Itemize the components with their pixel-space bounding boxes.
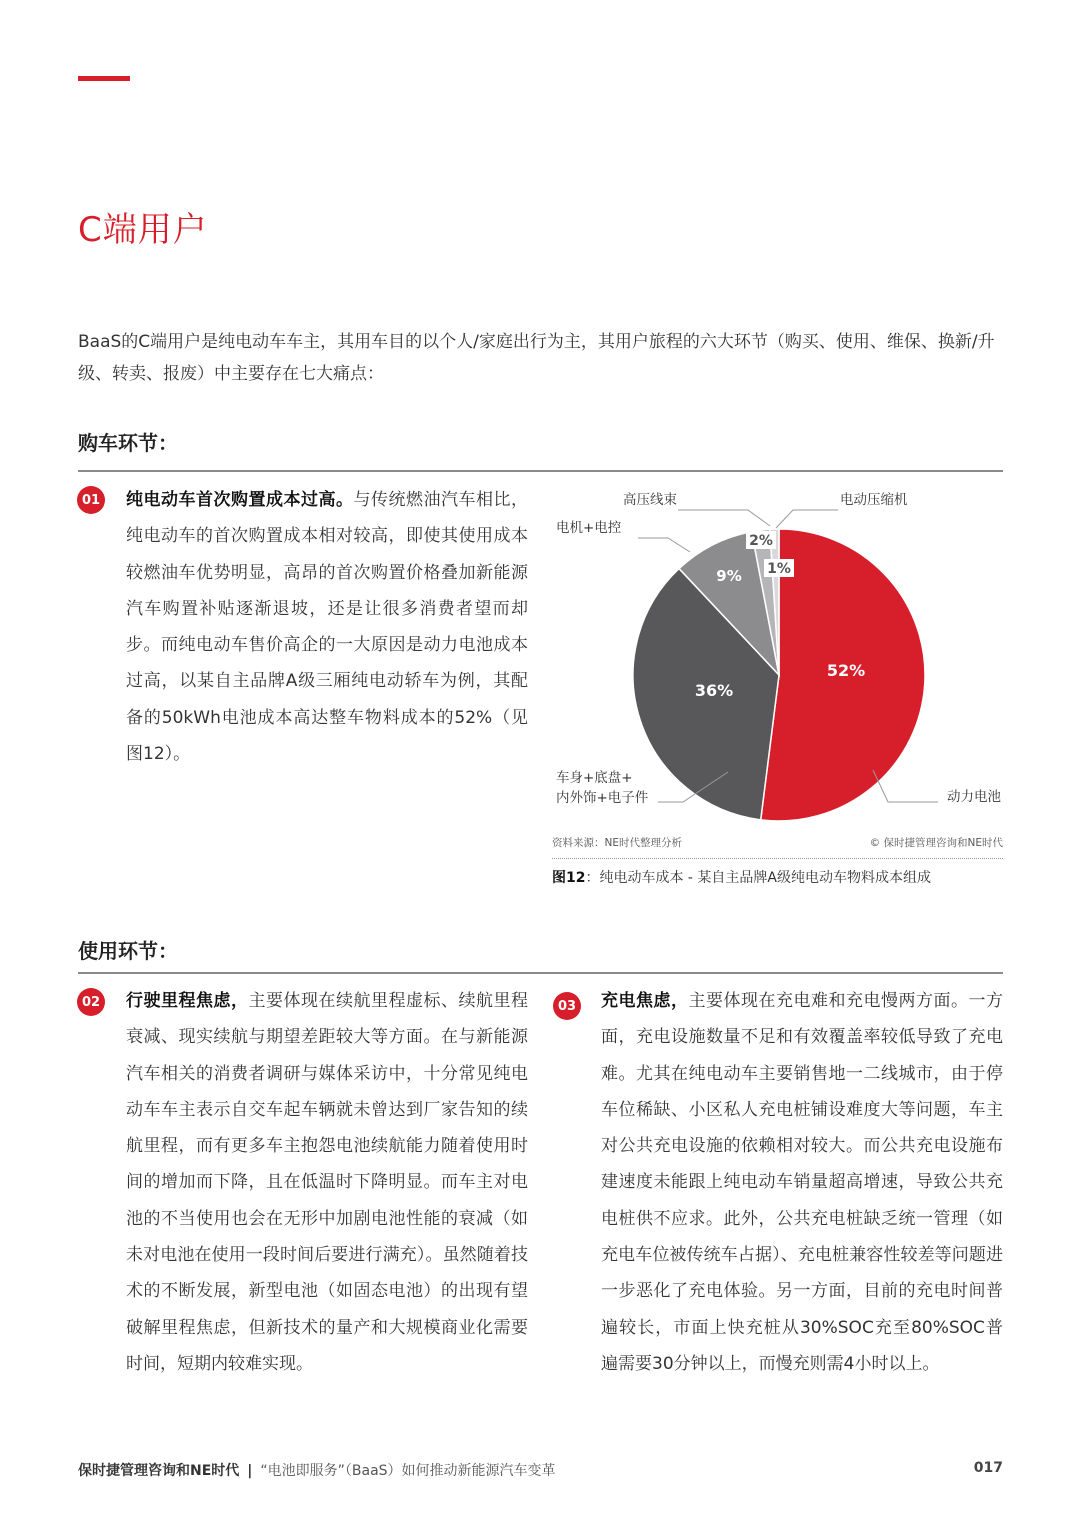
accent-bar	[78, 76, 130, 81]
figure-caption	[552, 867, 931, 887]
chart-copyright: © 保时捷管理咨询和NE时代	[869, 837, 1003, 849]
slice-value-label: 2%	[749, 533, 773, 549]
cost-pie-chart	[548, 480, 1008, 825]
item-number-badge: 01	[77, 486, 105, 514]
chart-source: 资料来源：NE时代整理分析	[552, 837, 682, 849]
intro-paragraph: BaaS的C端用户是纯电动车车主，其用车目的以个人/家庭出行为主，其用户旅程的六大环节（购买、使用、维保、换新/升级、转卖、报废）中主要存在七大痛点：	[78, 332, 995, 384]
item-03-title: 充电焦虑，	[601, 991, 689, 1011]
caption-divider	[552, 858, 1003, 859]
slice-value-label: 36%	[694, 681, 734, 700]
slice-value-label: 1%	[767, 561, 791, 577]
caption-label: 图12	[552, 870, 586, 886]
slice-name-label: 电动压缩机	[840, 492, 908, 508]
page-footer	[78, 1460, 556, 1480]
item-02-title: 行驶里程焦虑，	[126, 991, 249, 1011]
section-divider	[78, 470, 1003, 472]
section-heading-purchase: 购车环节：	[78, 431, 178, 455]
footer-title: “电池即服务”（BaaS）如何推动新能源汽车变革	[260, 1463, 556, 1479]
item-01-body: 与传统燃油汽车相比，纯电动车的首次购置成本相对较高，即使其使用成本较燃油车优势明显，高昂的首次购置价格叠加新能源汽车购置补贴逐渐退坡，还是让很多消费者望而却步。而纯电动车售价高企的一大原因是动力电池成本过高，以某自主品牌A级三厢纯电动轿车为例，其配备的50kWh电池成本高达整车物料成本的52%（见图12）。	[126, 490, 528, 765]
section-heading-usage: 使用环节：	[78, 939, 178, 963]
item-number-badge: 03	[553, 992, 581, 1020]
slice-value-label: 9%	[716, 567, 742, 585]
item-01-paragraph	[126, 482, 528, 772]
item-number-badge: 02	[77, 988, 105, 1016]
pie-chart-svg	[548, 480, 1008, 825]
slice-name-label: 电机+电控	[556, 520, 622, 536]
item-02-paragraph	[126, 983, 528, 1382]
page-title: C端用户	[78, 210, 208, 250]
slice-value-label: 52%	[826, 661, 866, 680]
item-01-title: 纯电动车首次购置成本过高。	[126, 490, 354, 510]
slice-name-label: 动力电池	[947, 789, 1001, 805]
slice-name-label: 高压线束	[623, 492, 677, 508]
item-02-body: 主要体现在续航里程虚标、续航里程衰减、现实续航与期望差距较大等方面。在与新能源汽车相关的消费者调研与媒体采访中，十分常见纯电动车车主表示自交车起车辆就未曾达到厂家告知的续航里程，而有更多车主抱怨电池续航能力随着使用时间的增加而下降，且在低温时下降明显。而车主对电池的不当使用也会在无形中加剧电池性能的衰减（如未对电池在使用一段时间后要进行满充）。虽然随着技术的不断发展，新型电池（如固态电池）的出现有望破解里程焦虑，但新技术的量产和大规模商业化需要时间，短期内较难实现。	[126, 991, 528, 1374]
section-divider	[78, 972, 1003, 974]
footer-brand: 保时捷管理咨询和NE时代	[78, 1463, 240, 1479]
slice-name-label: 车身+底盘+	[556, 770, 633, 786]
item-03-body: 主要体现在充电难和充电慢两方面。一方面，充电设施数量不足和有效覆盖率较低导致了充电难。尤其在纯电动车主要销售地一二线城市，由于停车位稀缺、小区私人充电桩铺设难度大等问题，车主对公共充电设施的依赖相对较大。而公共充电设施布建速度未能跟上纯电动车销量超高增速，导致公共充电桩供不应求。此外，公共充电桩缺乏统一管理（如充电车位被传统车占据）、充电桩兼容性较差等问题进一步恶化了充电体验。另一方面，目前的充电时间普遍较长，市面上快充桩从30%SOC充至80%SOC普遍需要30分钟以上，而慢充则需4小时以上。	[601, 991, 1003, 1374]
page-number: 017	[973, 1460, 1003, 1476]
item-03-paragraph	[601, 983, 1003, 1382]
caption-text: ：纯电动车成本 - 某自主品牌A级纯电动车物料成本组成	[585, 870, 932, 886]
footer-separator: |	[247, 1463, 253, 1479]
slice-name-label: 内外饰+电子件	[556, 790, 649, 806]
